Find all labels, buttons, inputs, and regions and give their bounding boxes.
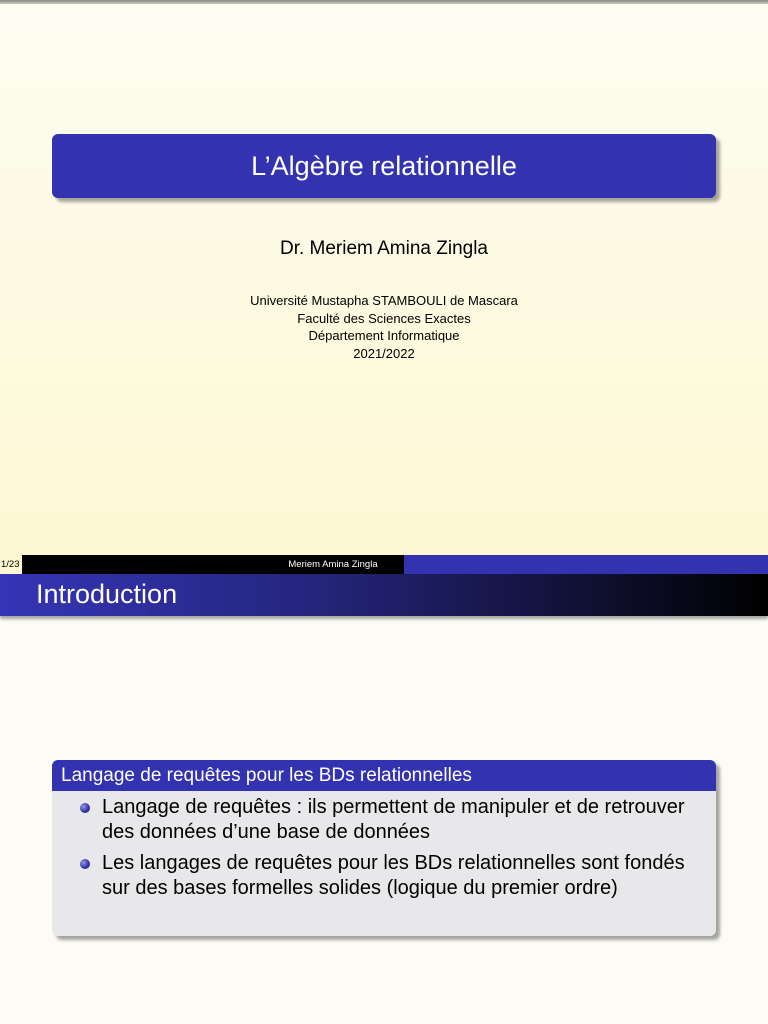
academic-year: 2021/2022	[353, 345, 415, 361]
block-body	[52, 791, 716, 901]
list-item-text: Les langages de requêtes pour les BDs relationnelles sont fondés sur des bases formelles solides (logique du premier ordre)	[102, 852, 685, 899]
affiliation-faculty: Faculté des Sciences Exactes	[297, 310, 471, 326]
affiliation-department: Département Informatique	[308, 328, 460, 343]
slide-footer	[0, 555, 768, 574]
author-name: Dr. Meriem Amina Zingla	[279, 238, 488, 259]
footer-blue-cell	[404, 555, 768, 574]
list-item	[80, 851, 696, 901]
introduction-slide	[0, 574, 768, 1024]
affiliation-university: Université Mustapha STAMBOULI de Mascara	[250, 293, 518, 308]
page-number: 1/23	[0, 555, 22, 574]
block-title: Langage de requêtes pour les BDs relationnelles	[52, 760, 716, 791]
frame-title: Introduction	[0, 574, 768, 616]
title-slide	[0, 4, 768, 555]
slide-title-box	[52, 134, 716, 198]
slide-title: L’Algèbre relationnelle	[251, 151, 517, 181]
list-item	[80, 795, 696, 845]
content-block	[52, 760, 716, 936]
bullet-icon	[80, 859, 90, 869]
footer-author: Meriem Amina Zingla	[22, 555, 404, 574]
affiliation	[0, 292, 768, 362]
list-item-text: Langage de requêtes : ils permettent de manipuler et de retrouver des données d’une base de données	[102, 796, 685, 843]
bullet-icon	[80, 803, 90, 813]
